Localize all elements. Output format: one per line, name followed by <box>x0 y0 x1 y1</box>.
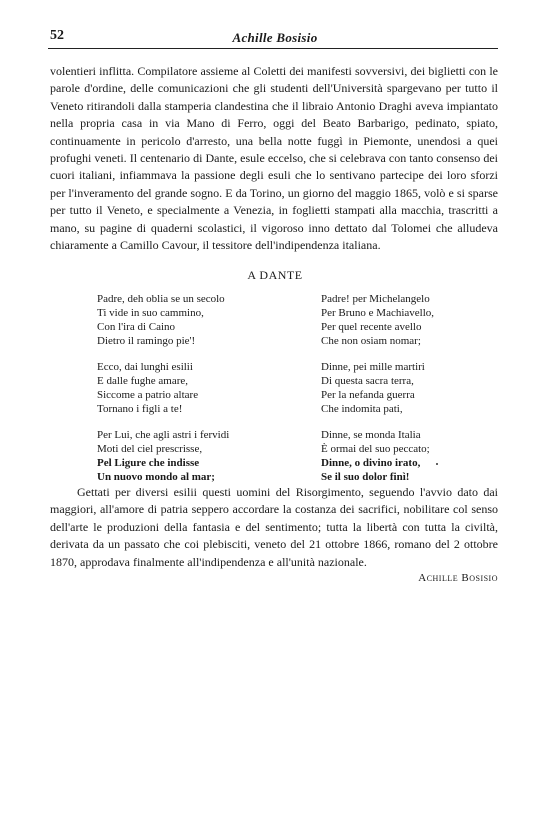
poem-line: Tornano i figli a te! <box>97 402 183 415</box>
poem-line: Pel Ligure che indisse <box>97 456 200 469</box>
poem-left-column <box>97 293 229 497</box>
poem-line: Con l'ira di Caino <box>97 320 176 333</box>
poem-right-column <box>321 293 434 497</box>
poem-line: Ti vide in suo cammino, <box>97 306 204 319</box>
poem-line: Che indomita pati, <box>321 402 403 415</box>
poem-stanza <box>97 429 229 485</box>
poem-stanza <box>97 361 229 417</box>
header-rule <box>48 48 498 49</box>
poem-line: È ormai del suo peccato; <box>321 442 430 455</box>
poem-line: Un nuovo mondo al mar; <box>97 470 215 483</box>
poem-line: Padre, deh oblia se un secolo <box>97 293 225 305</box>
poem-line: Ecco, dai lunghi esilii <box>97 360 193 373</box>
poem-stanza <box>321 361 434 417</box>
page-number: 52 <box>50 28 64 43</box>
body-paragraph-1: volentieri inflitta. Compilatore assieme al Coletti dei manifesti sovversivi, dei biglietti con le parole d'ordine, delle comunicazioni che gli studenti dell'Università spargevano per tutto il Veneto ritirandoli dalla stamperia clandestina che il libraio Antonio Draghi aveva impiantato nella propria casa in via Mano di Ferro, oggi del Beato Barbarigo, pedinato, spiato, continuamente in pericolo d'arresto, una bella notte fuggì in Piemonte, unendosi a quei profughi veneti. Il centenario di Dante, esule eccelso, che si celebrava con tanto consenso dei cuori italiani, infiammava la passione degli esuli che lo sentivano partecipe dei loro sforzi per l'inveramento del grande sogno. E da Torino, un giorno del maggio 1865, volò e si sparse per tutto il Veneto, e specialmente a Venezia, in foglietti stampati alla macchia, trascritti a mano, su pagine di quaderni scolastici, il vigoroso inno dettato dal Tolomei che alludeva chiaramente a Camillo Cavour, il tessitore dell'indipendenza italiana. <box>50 64 498 253</box>
poem-title: A DANTE <box>247 268 303 282</box>
poem-line: Di questa sacra terra, <box>321 374 414 387</box>
poem-line: Dinne, se monda Italia <box>321 428 421 441</box>
poem-line: Moti del ciel prescrisse, <box>97 442 203 455</box>
poem-line: Dinne, o divino irato, <box>321 456 421 469</box>
poem-line: Per la nefanda guerra <box>321 388 415 401</box>
ink-speck <box>436 463 438 465</box>
poem-stanza <box>97 293 229 349</box>
poem-line: Per Lui, che agli astri i fervidi <box>97 428 230 441</box>
poem-line: Padre! per Michelangelo <box>321 293 430 305</box>
poem-stanza <box>321 429 434 485</box>
poem-line: Che non osiam nomar; <box>321 334 421 347</box>
poem-line: Per Bruno e Machiavello, <box>321 306 435 319</box>
poem-stanza <box>321 293 434 349</box>
poem-line: Se il suo dolor finì! <box>321 470 410 483</box>
author-signature: Achille Bosisio <box>418 572 498 584</box>
poem-line: Siccome a patrio altare <box>97 388 199 401</box>
body-paragraph-2: Gettati per diversi esilii questi uomini del Risorgimento, seguendo l'avvio dato dai maggiori, all'amore di patria seppero accordare la costanza dei sacrifici, nobilitare col senso dell'arte le produzioni della fantasia e del sentimento; tutta la libertà con tutta la civiltà, derivata da un passato che coi plebisciti, veneto del 21 ottobre 1866, romano del 2 ottobre 1870, approdava finalmente all'indipendenza e all'unità nazionale. <box>50 485 498 569</box>
poem-line: Dietro il ramingo pie'! <box>97 334 196 347</box>
poem-line: Dinne, pei mille martiri <box>321 360 425 373</box>
poem-line: Per quel recente avello <box>321 320 422 333</box>
poem-line: E dalle fughe amare, <box>97 374 189 387</box>
running-title: Achille Bosisio <box>232 30 318 45</box>
